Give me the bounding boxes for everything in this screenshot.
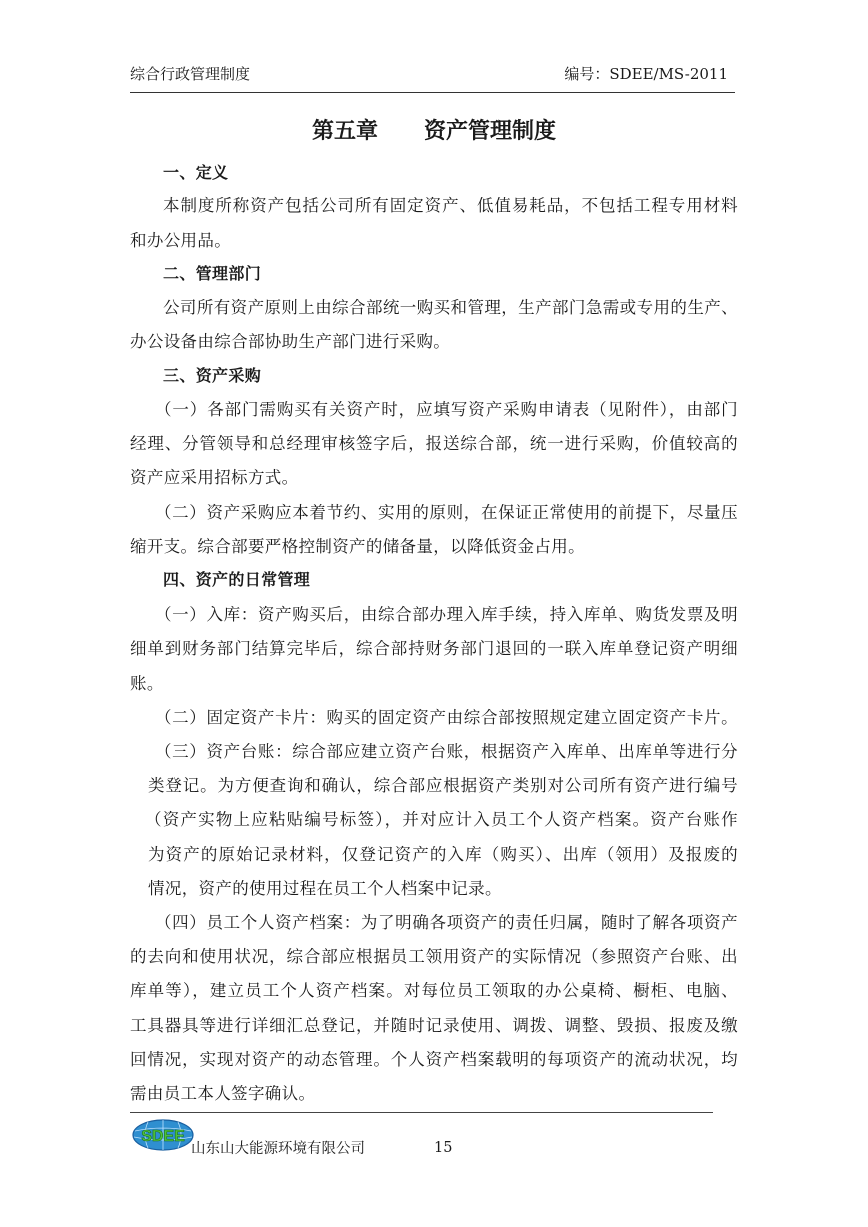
text-line: 工具器具等进行详细汇总登记，并随时记录使用、调拨、调整、毁损、报废及缴 <box>130 1016 738 1035</box>
text-line: （二）固定资产卡片：购买的固定资产由综合部按照规定建立固定资产卡片。 <box>155 708 738 727</box>
text-line: 类登记。为方便查询和确认，综合部应根据资产类别对公司所有资产进行编号 <box>148 776 738 795</box>
text-line: 库单等），建立员工个人资产档案。对每位员工领取的办公桌椅、橱柜、电脑、 <box>130 981 738 1000</box>
header-right: 编号：SDEE/MS-2011 <box>564 65 728 83</box>
section-heading-procurement: 三、资产采购 <box>163 366 262 385</box>
text-line: （一）入库：资产购买后，由综合部办理入库手续，持入库单、购货发票及明 <box>155 605 738 624</box>
text-line: 情况，资产的使用过程在员工个人档案中记录。 <box>148 879 502 898</box>
text-line: （四）员工个人资产档案：为了明确各项资产的责任归属，随时了解各项资产 <box>155 913 738 932</box>
text-line: 本制度所称资产包括公司所有固定资产、低值易耗品，不包括工程专用材料 <box>163 196 738 215</box>
chapter-title: 第五章 资产管理制度 <box>312 119 556 144</box>
company-logo-icon <box>130 1117 196 1153</box>
text-line: 和办公用品。 <box>130 231 232 250</box>
text-line: 需由员工本人签字确认。 <box>130 1084 316 1103</box>
text-line: 回情况，实现对资产的动态管理。个人资产档案载明的每项资产的流动状况，均 <box>130 1050 738 1069</box>
text-line: 细单到财务部门结算完毕后，综合部持财务部门退回的一联入库单登记资产明细 <box>130 639 738 658</box>
text-line: （资产实物上应粘贴编号标签），并对应计入员工个人资产档案。资产台账作 <box>145 810 738 829</box>
text-line: 账。 <box>130 674 164 693</box>
footer-rule <box>130 1112 713 1113</box>
text-line: 缩开支。综合部要严格控制资产的储备量，以降低资金占用。 <box>130 537 585 556</box>
header-left: 综合行政管理制度 <box>130 65 251 83</box>
text-line: （一）各部门需购买有关资产时，应填写资产采购申请表（见附件），由部门 <box>155 400 738 419</box>
svg-text:SDEE: SDEE <box>141 1128 185 1145</box>
text-line: 的去向和使用状况，综合部应根据员工领用资产的实际情况（参照资产台账、出 <box>130 947 738 966</box>
text-line: 为资产的原始记录材料，仅登记资产的入库（购买）、出库（领用）及报废的 <box>148 845 738 864</box>
footer-company-name: 山东山大能源环境有限公司 <box>191 1141 365 1157</box>
text-line: （二）资产采购应本着节约、实用的原则，在保证正常使用的前提下，尽量压 <box>155 503 738 522</box>
section-heading-definition: 一、定义 <box>163 163 229 182</box>
page-number: 15 <box>434 1140 453 1156</box>
text-line: 公司所有资产原则上由综合部统一购买和管理，生产部门急需或专用的生产、 <box>163 298 738 317</box>
text-line: （三）资产台账：综合部应建立资产台账，根据资产入库单、出库单等进行分 <box>155 742 738 761</box>
text-line: 办公设备由综合部协助生产部门进行采购。 <box>130 332 451 351</box>
section-heading-department: 二、管理部门 <box>163 264 262 283</box>
header-rule <box>130 92 735 93</box>
section-heading-daily-management: 四、资产的日常管理 <box>163 570 311 589</box>
text-line: 资产应采用招标方式。 <box>130 468 299 487</box>
text-line: 经理、分管领导和总经理审核签字后，报送综合部，统一进行采购，价值较高的 <box>130 434 738 453</box>
